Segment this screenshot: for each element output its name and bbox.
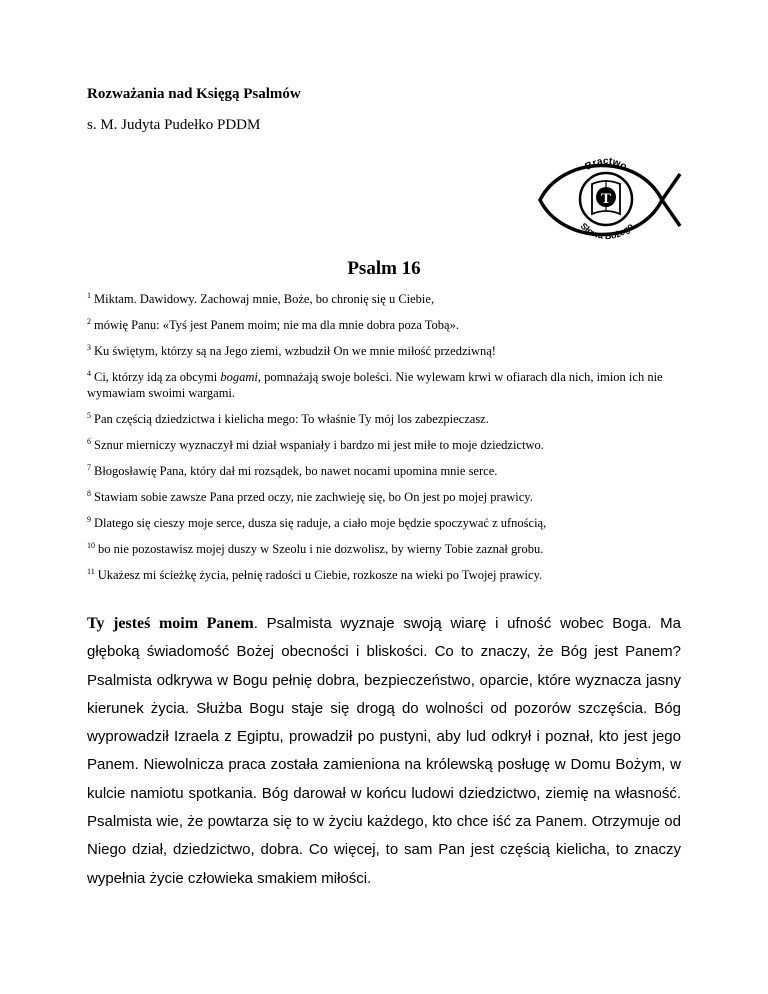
verse — [87, 541, 687, 557]
verse-text: Ku świętym, którzy są na Jego ziemi, wzbudził On we mnie miłość przedziwną! — [94, 344, 496, 358]
verse — [87, 317, 687, 333]
verse-number: 5 — [87, 411, 91, 420]
verse-number: 11 — [87, 567, 95, 576]
verse — [87, 291, 687, 307]
verse — [87, 463, 687, 479]
verse-number: 9 — [87, 515, 91, 524]
verse — [87, 515, 687, 531]
verse-text: bo nie pozostawisz mojej duszy w Szeolu i nie dozwolisz, by wierny Tobie zaznał grobu. — [98, 542, 544, 556]
psalm-title: Psalm 16 — [347, 258, 421, 279]
verse-number: 6 — [87, 437, 91, 446]
verse-number: 2 — [87, 317, 91, 326]
bractwo-logo — [534, 152, 684, 248]
verse-text: , pomnażają swoje boleści. Nie wylewam krwi w ofiarach dla nich, imion ich nie wymawiam swoimi wargami. — [87, 370, 663, 400]
document-header — [87, 84, 301, 135]
verse-text: Pan częścią dziedzictwa i kielicha mego: To właśnie Ty mój los zabezpieczasz. — [94, 412, 489, 426]
verse-number: 3 — [87, 343, 91, 352]
verse-text: Błogosławię Pana, który dał mi rozsądek, bo nawet nocami upomina mnie serce. — [94, 464, 498, 478]
logo-bottom-text: Słowa Bożego — [578, 220, 636, 242]
verse-text: Sznur mierniczy wyznaczył mi dział wspaniały i bardzo mi jest miłe to moje dziedzictwo. — [94, 438, 544, 452]
verse — [87, 567, 687, 583]
verse — [87, 489, 687, 505]
verse — [87, 369, 687, 401]
logo-center-letter: T — [600, 191, 612, 207]
commentary-body: . Psalmista wyznaje swoją wiarę i ufność wobec Boga. Ma głęboką świadomość Bożej obecności i bliskości. Co to znaczy, że Bóg jest Panem? Psalmista odkrywa w Bogu pełnię dobra, bezpieczeństwo, oparcie, które wyznacza jasny kierunek życia. Służba Bogu staje się drogą do wolności od pozorów szczęścia. Bóg wyprowadził Izraela z Egiptu, prowadził po pustyni, aby lud odkrył i poznał, kto jest jego Panem. Niewolnicza praca została zamieniona na królewską posługę w Domu Bożym, w kulcie namiotu spotkania. Bóg darował w końcu ludowi dziedzictwo, ziemię na własność. Psalmista wie, że powtarza się to w życiu każdego, kto chce iść za Panem. Otrzymuje od Niego dział, dziedzictwo, dobra. Co więcej, to sam Pan jest częścią kielicha, to znaczy wypełnia życie człowieka smakiem miłości. — [87, 615, 681, 887]
verse-text-italic: bogami — [220, 370, 258, 384]
logo-top-text: Bractwo — [583, 155, 629, 173]
commentary-paragraph — [87, 610, 681, 893]
verse-number: 1 — [87, 291, 91, 300]
verse — [87, 437, 687, 453]
verse-text: Ukażesz mi ścieżkę życia, pełnię radości u Ciebie, rozkosze na wieki po Twojej prawicy. — [97, 568, 543, 582]
verse-number: 10 — [87, 541, 95, 550]
verse-number: 4 — [87, 369, 91, 378]
fish-emblem-icon — [534, 152, 684, 248]
psalm-verses — [87, 291, 687, 593]
commentary-lead: Ty jesteś moim Panem — [87, 615, 254, 632]
verse-number: 8 — [87, 489, 91, 498]
verse — [87, 343, 687, 359]
verse-text: Miktam. Dawidowy. Zachowaj mnie, Boże, bo chronię się u Ciebie, — [94, 292, 435, 306]
verse-text: mówię Panu: «Tyś jest Panem moim; nie ma dla mnie dobra poza Tobą». — [94, 318, 459, 332]
verse — [87, 411, 687, 427]
verse-number: 7 — [87, 463, 91, 472]
document-author: s. M. Judyta Pudełko PDDM — [87, 117, 261, 133]
verse-text: Stawiam sobie zawsze Pana przed oczy, nie zachwieję się, bo On jest po mojej prawicy. — [94, 490, 533, 504]
document-title: Rozważania nad Księgą Psalmów — [87, 86, 301, 102]
verse-text: Dlatego się cieszy moje serce, dusza się raduje, a ciało moje będzie spoczywać z ufnością, — [94, 516, 547, 530]
verse-text: Ci, którzy idą za obcymi — [94, 370, 221, 384]
